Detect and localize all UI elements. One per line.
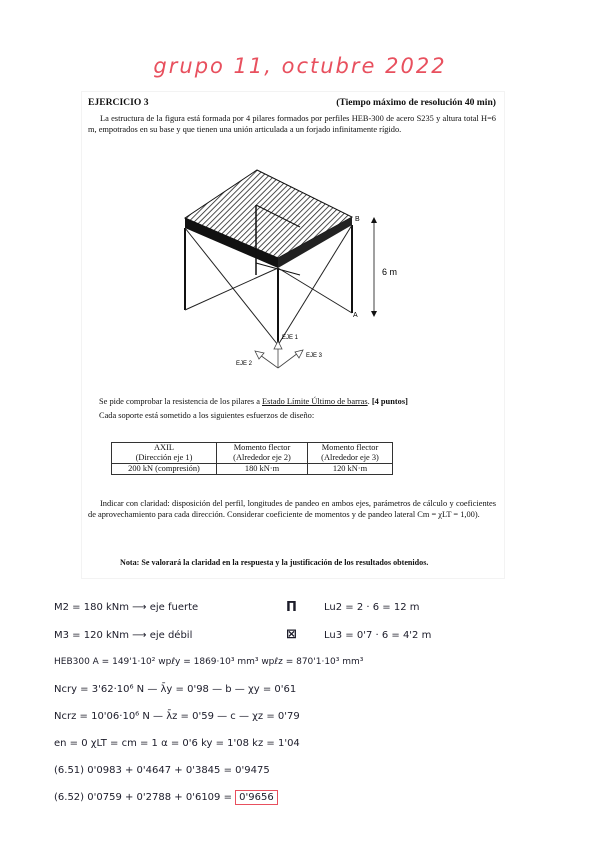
grading-note: Nota: Se valorará la claridad en la respuesta y la justificación de los resultados obtenidos. (120, 558, 429, 567)
hw-result-box: 0'9656 (235, 790, 278, 805)
diagonal-3 (278, 268, 352, 313)
axis-2-label: EJE 2 (236, 361, 253, 367)
axial-value: 200 kN (compresión) (112, 464, 217, 475)
table-header-row: AXIL (Dirección eje 1) Momento flector (Alrededor eje 2) Momento flector (Alrededor eje 3) (112, 443, 393, 464)
hw-line-7: (6.51) 0'0983 + 0'4647 + 0'3845 = 0'9475 (54, 765, 270, 776)
hw-line-8: (6.52) 0'0759 + 0'2788 + 0'6109 = 0'9656 (54, 792, 278, 803)
task-points: [4 puntos] (371, 397, 408, 406)
hw-line-6: en = 0 χLT = cm = 1 α = 0'6 ky = 1'08 kz = 1'04 (54, 738, 300, 749)
slab-top (185, 170, 352, 258)
hw-line-1a: M2 = 180 kNm ⟶ eje fuerte (54, 602, 199, 613)
axis-system (255, 341, 303, 368)
hw-line-5: Ncrz = 10'06·10⁶ N — λ̄z = 0'59 — c — χz = 0'79 (54, 711, 300, 722)
loads-intro: Cada soporte está sometido a los siguientes esfuerzos de diseño: (99, 411, 315, 420)
exercise-header (88, 97, 496, 108)
instructions: Indicar con claridad: disposición del perfil, longitudes de pandeo en ambos ejes, parámetros de cálculo y coeficientes de aprovechamiento para cada dirección. Considerar coeficiente de momentos y de pandeo lateral Cm = χLT = 1,00). (88, 499, 496, 519)
page-heading: grupo 11, octubre 2022 (153, 54, 447, 78)
diagonal-2 (185, 268, 278, 310)
axis-1-label: EJE 1 (282, 335, 299, 341)
hw-symbol-braced: ⊠ (286, 627, 297, 642)
task-link: Estado Límite Último de barras (262, 397, 368, 406)
hw-symbol-pinned: Π (286, 600, 297, 615)
exercise-title: EJERCICIO 3 (88, 97, 149, 108)
moment2-value: 180 kN·m (217, 464, 308, 475)
hw-line-1b: Lu2 = 2 · 6 = 12 m (324, 602, 420, 613)
structure-figure (160, 165, 420, 380)
loads-table (111, 442, 393, 475)
exercise-statement: La estructura de la figura está formada por 4 pilares formados por perfiles HEB-300 de acero S235 y altura total H=6 m, empotrados en su base y que tienen una unión articulada a un forjado infinitamente rígido. (88, 114, 496, 134)
label-a: A (353, 312, 358, 319)
exercise-time: (Tiempo máximo de resolución 40 min) (336, 97, 496, 108)
height-label: 6 m (382, 267, 398, 277)
hw-line-2b: Lu3 = 0'7 · 6 = 4'2 m (324, 630, 432, 641)
hw-line-4: Ncry = 3'62·10⁶ N — λ̄y = 0'98 — b — χy = 0'61 (54, 684, 297, 695)
task-statement: Se pide comprobar la resistencia de los pilares a Estado Límite Último de barras. [4 puntos] (99, 397, 408, 406)
hw-line-2a: M3 = 120 kNm ⟶ eje débil (54, 630, 193, 641)
hw-line-3: HEB300 A = 149'1·10² wpℓy = 1869·10³ mm³ wpℓz = 870'1·10³ mm³ (54, 657, 364, 667)
moment3-value: 120 kN·m (308, 464, 393, 475)
table-values-row (112, 464, 393, 475)
label-b: B (355, 216, 360, 223)
axis-3-label: EJE 3 (306, 353, 323, 359)
